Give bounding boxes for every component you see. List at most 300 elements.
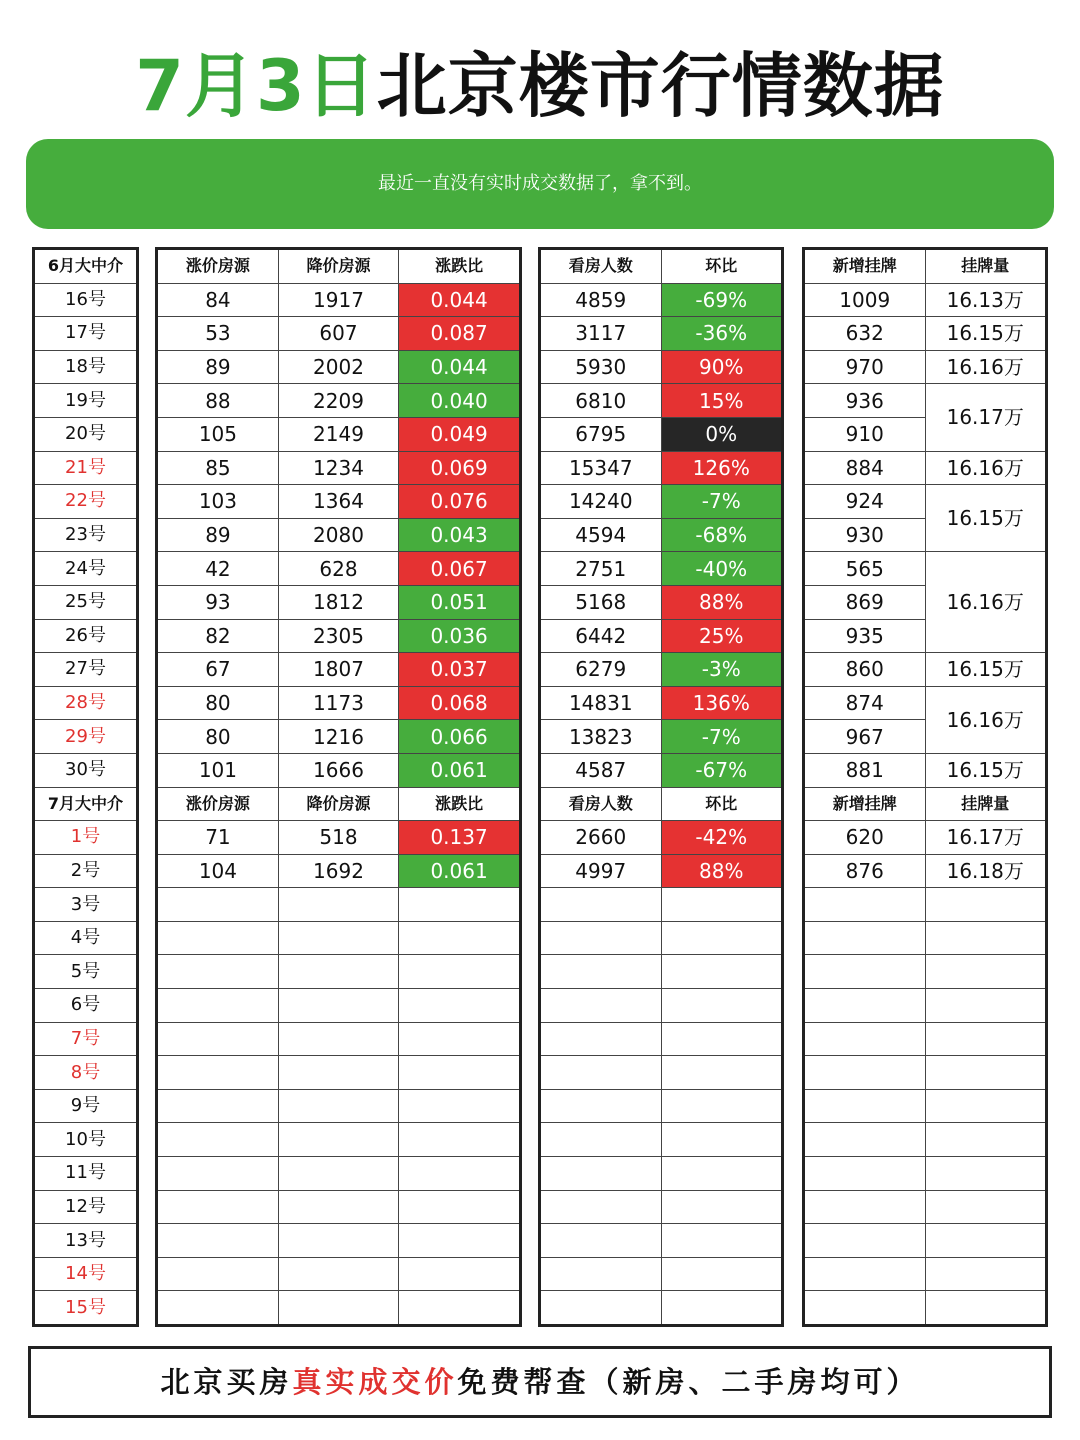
notice-banner: 最近一直没有实时成交数据了，拿不到。 [26,139,1054,229]
viewers-cell [541,1224,661,1258]
fall-cell [278,1257,398,1291]
table-row [541,921,781,955]
table-row [158,1291,519,1324]
mom-cell: -7% [661,720,781,754]
table-row [158,317,519,351]
table-row [158,1157,519,1191]
ratio-cell [399,1157,519,1191]
table-row [541,1190,781,1224]
fall-cell [278,955,398,989]
table-row [35,753,136,787]
mom-cell: -69% [661,283,781,317]
listing-total-cell [925,921,1045,955]
table-row [805,1257,1045,1291]
table-row [541,720,781,754]
table-row [158,384,519,418]
new-listings-cell [805,1190,925,1224]
rise-cell: 80 [158,720,278,754]
rise-cell: 53 [158,317,278,351]
mom-cell [661,1190,781,1224]
date-cell: 29号 [35,720,136,754]
table-row [35,417,136,451]
mom-header: 环比 [661,787,781,821]
ratio-cell [399,1123,519,1157]
header-row [805,787,1045,821]
date-header: 6月大中介 [35,250,136,283]
fall-cell: 2305 [278,619,398,653]
viewers-cell [541,1291,661,1324]
date-cell: 12号 [35,1190,136,1224]
mom-cell [661,921,781,955]
table-row [35,1056,136,1090]
table-row [541,451,781,485]
new-listings-cell [805,955,925,989]
ratio-cell: 0.137 [399,821,519,855]
table-row [158,451,519,485]
table-row [158,955,519,989]
table-row [805,888,1045,922]
new-listings-cell: 876 [805,854,925,888]
table-row [158,518,519,552]
date-cell: 13号 [35,1224,136,1258]
new-listings-cell: 632 [805,317,925,351]
date-cell: 14号 [35,1257,136,1291]
table-row [541,1022,781,1056]
rise-cell: 71 [158,821,278,855]
table-row [158,720,519,754]
table-row [35,955,136,989]
table-row [805,1157,1045,1191]
table-row [541,1291,781,1324]
table-row [158,989,519,1023]
date-cell: 23号 [35,518,136,552]
table-row [541,1224,781,1258]
table-row [541,753,781,787]
fall-cell: 2002 [278,350,398,384]
fall-cell [278,1224,398,1258]
viewers-cell: 6795 [541,417,661,451]
table-row [158,653,519,687]
fall-cell: 2209 [278,384,398,418]
fall-cell: 1692 [278,854,398,888]
listing-total-cell: 16.18万 [925,854,1045,888]
new-listings-cell: 881 [805,753,925,787]
table-row [805,1291,1045,1324]
new-listings-cell [805,1157,925,1191]
ratio-cell: 0.069 [399,451,519,485]
header-row [541,787,781,821]
viewers-cell: 4587 [541,753,661,787]
fall-cell: 1666 [278,753,398,787]
viewers-cell [541,989,661,1023]
table-row [805,1056,1045,1090]
header-row [35,787,136,821]
table-row [158,552,519,586]
table-row [805,350,1045,384]
viewers-cell: 2660 [541,821,661,855]
fall-header: 降价房源 [278,787,398,821]
viewers-cell: 6810 [541,384,661,418]
date-cell: 16号 [35,283,136,317]
table-row [158,1123,519,1157]
table-row [35,854,136,888]
listing-total-cell [925,1190,1045,1224]
table-row [158,821,519,855]
mom-cell: -42% [661,821,781,855]
rise-cell: 93 [158,585,278,619]
ratio-cell: 0.066 [399,720,519,754]
listing-total-cell [925,1056,1045,1090]
ratio-cell: 0.049 [399,417,519,451]
date-cell: 24号 [35,552,136,586]
table-row [805,283,1045,317]
rise-cell: 101 [158,753,278,787]
header-row [158,250,519,283]
mom-cell: 126% [661,451,781,485]
title-text: 北京楼市行情数据 [376,45,945,127]
date-cell: 19号 [35,384,136,418]
ratio-cell: 0.044 [399,350,519,384]
new-listings-cell: 936 [805,384,925,418]
mom-cell [661,1257,781,1291]
mom-header: 环比 [661,250,781,283]
mom-cell: -7% [661,485,781,519]
mom-cell [661,1089,781,1123]
rise-cell [158,1056,278,1090]
header-row [35,250,136,283]
fall-cell: 1917 [278,283,398,317]
table-row [35,552,136,586]
date-cell: 3号 [35,888,136,922]
ratio-cell [399,1089,519,1123]
table-row [541,518,781,552]
table-row [35,585,136,619]
table-row [541,1089,781,1123]
listing-total-cell: 16.13万 [925,283,1045,317]
table-row [35,350,136,384]
rise-cell [158,1157,278,1191]
table-row [541,653,781,687]
new-listings-cell: 924 [805,485,925,519]
listing-total-cell [925,1123,1045,1157]
new-listings-cell [805,1224,925,1258]
mom-cell: 136% [661,686,781,720]
rise-cell [158,1224,278,1258]
rise-cell: 85 [158,451,278,485]
fall-cell: 1216 [278,720,398,754]
table-row [541,552,781,586]
fall-header: 降价房源 [278,250,398,283]
mom-cell [661,1022,781,1056]
table-row [35,619,136,653]
date-cell: 7号 [35,1022,136,1056]
fall-cell [278,1022,398,1056]
viewers-cell: 6442 [541,619,661,653]
table-row [158,283,519,317]
new-listings-cell: 1009 [805,283,925,317]
fall-cell [278,921,398,955]
rise-cell [158,1291,278,1324]
table-row [158,585,519,619]
date-cell: 22号 [35,485,136,519]
mom-cell [661,1224,781,1258]
fall-cell [278,1056,398,1090]
table-row [541,686,781,720]
new-listings-header: 新增挂牌 [805,250,925,283]
viewers-cell: 5930 [541,350,661,384]
new-listings-cell: 874 [805,686,925,720]
footer-ad [28,1346,1052,1418]
rise-cell [158,1022,278,1056]
rise-cell [158,1257,278,1291]
ratio-cell: 0.087 [399,317,519,351]
fall-cell: 628 [278,552,398,586]
viewers-cell: 14240 [541,485,661,519]
viewers-cell [541,1257,661,1291]
table-row [541,854,781,888]
viewing-panel [538,247,784,1327]
footer-text-2: 免费帮查（新房、二手房均可） [457,1365,920,1399]
new-listings-cell [805,1022,925,1056]
mom-cell [661,888,781,922]
rise-cell [158,989,278,1023]
table-row [541,888,781,922]
date-cell: 30号 [35,753,136,787]
viewers-cell: 6279 [541,653,661,687]
table-row [541,317,781,351]
viewers-cell: 4859 [541,283,661,317]
rise-cell [158,1190,278,1224]
viewers-cell [541,921,661,955]
rise-cell: 84 [158,283,278,317]
table-row [35,1257,136,1291]
listing-total-cell: 16.16万 [925,686,1045,753]
ratio-cell: 0.068 [399,686,519,720]
table-row [158,619,519,653]
table-row [35,888,136,922]
new-listings-cell [805,1257,925,1291]
table-row [35,518,136,552]
table-row [158,1089,519,1123]
fall-cell [278,1291,398,1324]
table-row [35,1190,136,1224]
table-row [805,821,1045,855]
new-listings-cell: 910 [805,417,925,451]
table-row [541,619,781,653]
table-row [541,283,781,317]
ratio-cell: 0.076 [399,485,519,519]
ratio-cell: 0.037 [399,653,519,687]
date-cell: 9号 [35,1089,136,1123]
date-cell: 10号 [35,1123,136,1157]
fall-cell [278,1190,398,1224]
table-row [805,1224,1045,1258]
viewers-cell [541,955,661,989]
rise-cell [158,921,278,955]
new-listings-cell: 869 [805,585,925,619]
listing-total-cell [925,888,1045,922]
rise-cell: 105 [158,417,278,451]
new-listings-cell [805,1056,925,1090]
title-date: 7月3日 [135,45,377,127]
table-row [541,1123,781,1157]
table-row [35,485,136,519]
rise-cell [158,1123,278,1157]
ratio-header: 涨跌比 [399,250,519,283]
viewers-cell [541,1157,661,1191]
date-header: 7月大中介 [35,787,136,821]
ratio-cell: 0.044 [399,283,519,317]
date-cell: 18号 [35,350,136,384]
table-row [805,317,1045,351]
ratio-cell: 0.051 [399,585,519,619]
viewers-cell [541,1022,661,1056]
listing-total-header: 挂牌量 [925,250,1045,283]
rise-cell: 88 [158,384,278,418]
viewers-cell: 13823 [541,720,661,754]
table-row [158,921,519,955]
listing-total-cell [925,1089,1045,1123]
table-row [805,552,1045,586]
mom-cell [661,1157,781,1191]
new-listings-cell: 620 [805,821,925,855]
table-row [35,1291,136,1324]
table-row [158,753,519,787]
viewers-cell [541,1056,661,1090]
ratio-cell [399,888,519,922]
new-listings-cell [805,1089,925,1123]
new-listings-cell: 860 [805,653,925,687]
fall-cell: 1807 [278,653,398,687]
rise-cell: 89 [158,518,278,552]
rise-cell [158,955,278,989]
viewers-cell [541,888,661,922]
listing-total-header: 挂牌量 [925,787,1045,821]
footer-highlight: 真实成交价 [292,1365,458,1399]
rise-cell [158,888,278,922]
fall-cell: 1364 [278,485,398,519]
ratio-cell [399,921,519,955]
date-cell: 1号 [35,821,136,855]
table-row [158,1257,519,1291]
viewers-cell: 2751 [541,552,661,586]
date-cell: 20号 [35,417,136,451]
table-row [541,821,781,855]
table-row [158,854,519,888]
viewers-cell: 14831 [541,686,661,720]
table-row [805,653,1045,687]
table-row [805,989,1045,1023]
table-row [805,485,1045,519]
rise-header: 涨价房源 [158,250,278,283]
new-listings-cell: 967 [805,720,925,754]
table-row [541,955,781,989]
footer-text-1: 北京买房 [160,1365,293,1399]
table-row [158,350,519,384]
table-row [805,1190,1045,1224]
mom-cell: 15% [661,384,781,418]
new-listings-cell: 930 [805,518,925,552]
price-change-panel [155,247,522,1327]
header-row [541,250,781,283]
table-row [35,1123,136,1157]
mom-cell: 25% [661,619,781,653]
date-cell: 15号 [35,1291,136,1324]
table-row [35,384,136,418]
mom-cell: -36% [661,317,781,351]
fall-cell: 1173 [278,686,398,720]
table-row [805,753,1045,787]
date-cell: 8号 [35,1056,136,1090]
table-row [541,1257,781,1291]
viewers-cell [541,1190,661,1224]
table-row [805,921,1045,955]
table-row [541,1157,781,1191]
fall-cell: 1234 [278,451,398,485]
mom-cell: 88% [661,854,781,888]
ratio-cell [399,1022,519,1056]
date-cell: 21号 [35,451,136,485]
table-row [541,350,781,384]
new-listings-cell: 970 [805,350,925,384]
date-cell: 17号 [35,317,136,351]
fall-cell [278,888,398,922]
ratio-cell [399,1056,519,1090]
ratio-cell: 0.061 [399,854,519,888]
new-listings-cell [805,1291,925,1324]
table-row [805,686,1045,720]
table-row [805,384,1045,418]
new-listings-cell: 884 [805,451,925,485]
date-cell: 4号 [35,921,136,955]
table-row [805,955,1045,989]
mom-cell [661,1291,781,1324]
mom-cell: -3% [661,653,781,687]
mom-cell: -67% [661,753,781,787]
viewers-header: 看房人数 [541,250,661,283]
viewers-header: 看房人数 [541,787,661,821]
date-cell: 5号 [35,955,136,989]
table-row [35,1022,136,1056]
date-cell: 2号 [35,854,136,888]
table-row [158,1224,519,1258]
ratio-cell [399,1224,519,1258]
rise-cell: 104 [158,854,278,888]
table-row [35,686,136,720]
fall-cell [278,989,398,1023]
mom-cell [661,1056,781,1090]
table-row [35,283,136,317]
listing-total-cell [925,955,1045,989]
ratio-cell: 0.061 [399,753,519,787]
viewers-cell: 15347 [541,451,661,485]
viewers-cell: 4997 [541,854,661,888]
ratio-cell: 0.040 [399,384,519,418]
listing-total-cell [925,1022,1045,1056]
header-row [158,787,519,821]
ratio-cell: 0.036 [399,619,519,653]
viewers-cell [541,1089,661,1123]
viewers-cell: 5168 [541,585,661,619]
listing-total-cell [925,1257,1045,1291]
ratio-cell [399,955,519,989]
fall-cell: 607 [278,317,398,351]
fall-cell [278,1157,398,1191]
table-row [35,720,136,754]
listing-total-cell [925,989,1045,1023]
listing-total-cell: 16.16万 [925,451,1045,485]
listing-total-cell: 16.15万 [925,485,1045,552]
